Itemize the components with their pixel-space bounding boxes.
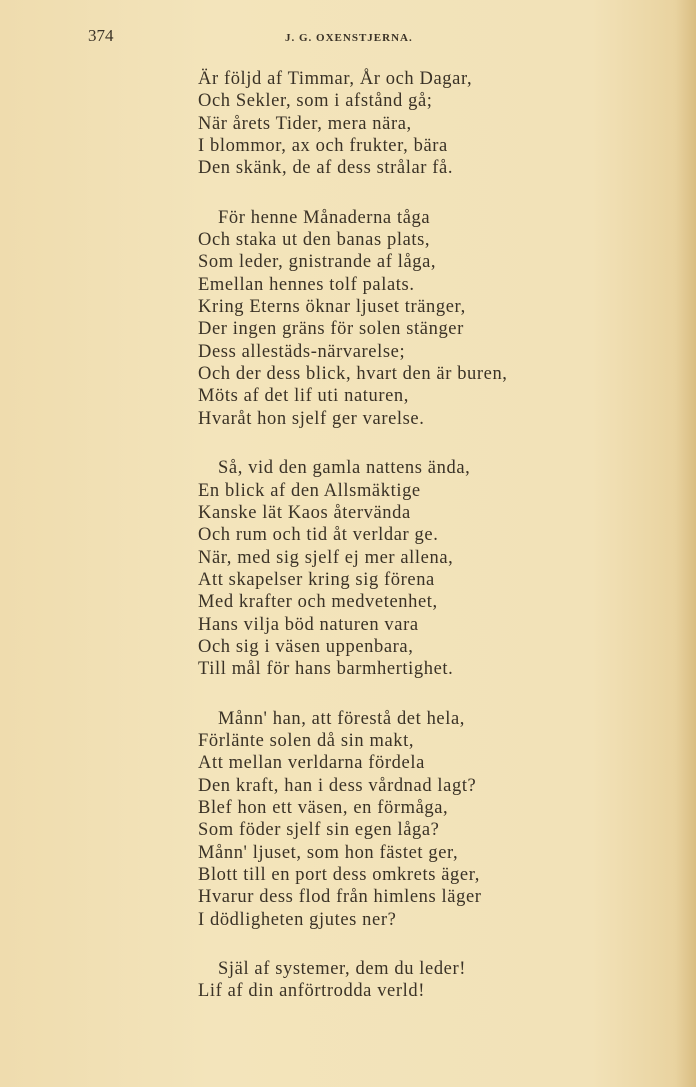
poem-line: Hans vilja böd naturen vara (198, 614, 419, 635)
poem-line: Blef hon ett väsen, en förmåga, (198, 797, 449, 818)
poem-line: Dess allestäds-närvarelse; (198, 341, 406, 362)
poem-line: Hvarur dess flod från himlens läger (198, 887, 482, 908)
poem-line: Den kraft, han i dess vårdnad lagt? (198, 775, 477, 796)
stanza (198, 457, 508, 680)
poem-line: Förlänte solen då sin makt, (198, 730, 415, 751)
poem-line: Kanske lät Kaos återvända (198, 502, 411, 523)
poem-line: Den skänk, de af dess strålar få. (198, 158, 454, 179)
poem-line: Blott till en port dess omkrets äger, (198, 865, 480, 885)
poem-line: För henne Månaderna tåga (218, 207, 431, 228)
poem-line: Och der dess blick, hvart den är buren, (198, 364, 508, 385)
poem-line: Månn' han, att förestå det hela, (218, 708, 466, 729)
poem-line: Till mål för hans barmhertighet. (198, 659, 454, 680)
poem (198, 68, 508, 1030)
poem-line: När årets Tider, mera nära, (198, 113, 412, 134)
stanza (198, 207, 508, 430)
stanza (198, 68, 508, 180)
poem-line: Själ af systemer, dem du leder! (218, 959, 467, 980)
poem-line: Är följd af Timmar, År och Dagar, (198, 69, 473, 89)
running-head: J. G. OXENSTJERNA. (285, 32, 413, 44)
stanza (198, 708, 508, 931)
poem-line: I blommor, ax och frukter, bära (198, 136, 448, 157)
poem-line: Emellan hennes tolf palats. (198, 274, 415, 295)
poem-line: Möts af det lif uti naturen, (198, 386, 410, 407)
poem-line: Att skapelser kring sig förena (198, 569, 435, 590)
poem-line: Och sig i väsen uppenbara, (198, 636, 414, 657)
poem-line: Med krafter och medvetenhet, (198, 592, 438, 613)
poem-line: I dödligheten gjutes ner? (198, 909, 397, 930)
poem-line: Månn' ljuset, som hon fästet ger, (198, 842, 459, 863)
poem-line: Att mellan verldarna fördela (198, 753, 425, 774)
poem-line: Och Sekler, som i afstånd gå; (198, 91, 433, 112)
poem-line: Och staka ut den banas plats, (198, 230, 431, 251)
poem-line: Och rum och tid åt verldar ge. (198, 525, 439, 546)
poem-line: Som leder, gnistrande af låga, (198, 252, 437, 273)
poem-line: Lif af din anförtrodda verld! (198, 981, 425, 1002)
stanza (198, 958, 508, 1003)
poem-line: En blick af den Allsmäktige (198, 480, 421, 501)
poem-line: När, med sig sjelf ej mer allena, (198, 547, 454, 568)
poem-line: Hvaråt hon sjelf ger varelse. (198, 408, 425, 429)
poem-line: Så, vid den gamla nattens ända, (218, 458, 471, 479)
poem-line: Der ingen gräns för solen stänger (198, 319, 464, 340)
poem-line: Som föder sjelf sin egen låga? (198, 820, 440, 841)
poem-line: Kring Eterns öknar ljuset tränger, (198, 297, 466, 318)
page-number: 374 (88, 26, 114, 45)
